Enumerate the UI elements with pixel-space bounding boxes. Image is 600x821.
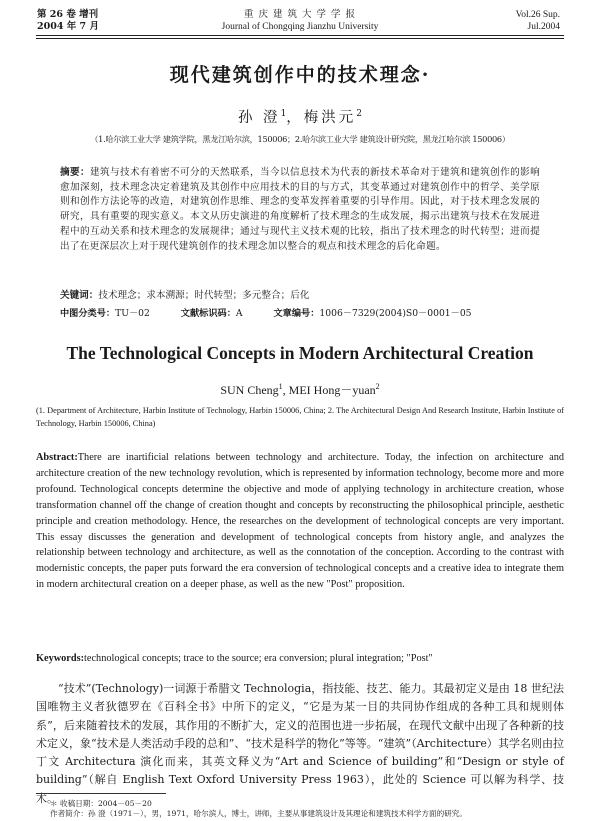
header-journal-cn: 重 庆 建 筑 大 学 学 报: [243, 9, 357, 20]
footnote-received: ＊ 收稿日期：2004－05－20: [50, 799, 152, 808]
header-rule-bottom: [36, 38, 564, 39]
header-journal-en: Journal of Chongqing Jianzhu University: [221, 22, 379, 32]
authors-en: [0, 381, 600, 398]
abstract-en: [36, 450, 564, 593]
author-separator-cn: ，: [286, 110, 304, 126]
abstract-en-text: There are inartificial relations between technology and architecture. Today, the infection on architecture and architecture creation of the new technology revolution, which is represented by information technology, become more and more profound. Technological concepts determine the objective and mode of applying technology in architecture creation, whose transformation channel off the change of creation thought and concepts by reconstructing the philosophical principle, aesthetic principle and creation methodology. Hence, the researches on the development of technological concepts are very important. This essay discusses the generation and development of technological concepts from history angle, and analyzes the relationship between technology and architecture, as well as the connotation of the conception. According to the contrast with modernistic concepts, the paper puts forward the era conversion of technological concepts and a creative idea to integrate them in modern architectural creation on a deeper phase, as well as the new "Post" proposition.: [36, 452, 564, 591]
authors-cn: [0, 106, 600, 127]
header-left: [37, 9, 99, 33]
affiliation-cn: （1.哈尔滨工业大学 建筑学院，黑龙江哈尔滨，150006；2.哈尔滨工业大学 建筑设计研究院，黑龙江哈尔滨 150006）: [90, 134, 510, 144]
header-date-en: Jul.2004: [527, 22, 560, 32]
keywords-cn-label: 关键词：: [60, 290, 99, 301]
keywords-en-text: technological concepts; trace to the source; era conversion; plural integration; "Post": [84, 653, 433, 664]
article-title-cn: 现代建筑创作中的技术理念·: [169, 64, 431, 86]
author-1-en-sup: 1: [278, 382, 283, 391]
clc-value: TU－02: [115, 308, 150, 319]
author-2-en: MEI Hong－yuan: [288, 383, 376, 397]
abstract-cn-label: 摘要：: [60, 167, 91, 178]
article-value: 1006－7329(2004)S0－0001－05: [319, 308, 472, 319]
article-title-en: The Technological Concepts in Modern Architectural Creation: [66, 343, 534, 363]
keywords-cn-text: 技术理念；求本溯源；时代转型；多元整合；后化: [98, 290, 310, 301]
keywords-cn: [60, 287, 540, 301]
author-1-cn: 孙 澄: [237, 110, 281, 126]
article-label: 文章编号：: [273, 308, 320, 319]
doc-value: A: [235, 308, 243, 319]
body-paragraph: “技术”(Technology)一词源于希腊文 Technologia，指技能、技艺、能力。其最初定义是由 18 世纪法国唯物主义者狄德罗在《百科全书》中所下的定义，“它是为某一目的共同协作组成的各种工具和规则体系”，后来随着技术的发展，其作用的不断扩大，定义的范围也进一步拓展，在现代文献中出现了各种新的技术定义，象“技术是人类活动手段的总和”、“技术是科学的物化”等等。“建筑”（Architecture）其学名则由拉丁文 Architectura 演化而来，其英文释义为“Art and Science of building”和“Design or style of building”（解自 English Text Oxford University Press 1963），此处的 Science 可以解为科学、技术。: [36, 682, 564, 805]
author-2-cn: 梅洪元: [303, 110, 357, 126]
abstract-en-label: Abstract:: [36, 452, 78, 463]
clc-number: [60, 308, 150, 319]
footnote-author-info: 作者简介：孙 澄（1971－），男，1971，哈尔滨人，博士，讲师，主要从事建筑设计及其理论和建筑技术科学方面的研究。: [50, 809, 467, 818]
author-2-en-sup: 2: [375, 382, 380, 391]
keywords-en-label: Keywords:: [36, 653, 85, 664]
clc-label: 中图分类号：: [60, 308, 116, 319]
header-center: [190, 9, 410, 33]
document-code: [181, 308, 243, 319]
header-date-cn: 2004 年 7 月: [37, 21, 99, 32]
header-volume-cn: 第 26 卷 增刊: [37, 9, 99, 20]
author-2-cn-sup: 2: [356, 109, 363, 120]
header-rule-top: [36, 35, 564, 36]
author-1-en: SUN Cheng: [220, 383, 279, 397]
keywords-en: [36, 653, 564, 664]
footnote-rule: [36, 793, 166, 794]
header-right: [516, 9, 560, 33]
header-volume-en: Vol.26 Sup.: [515, 10, 560, 20]
classification-line: [60, 305, 540, 319]
article-number: [273, 308, 471, 319]
author-separator-en: ,: [282, 383, 289, 397]
abstract-cn: [60, 166, 540, 254]
author-1-cn-sup: 1: [280, 109, 287, 120]
affiliation-en: (1. Department of Architecture, Harbin Institute of Technology, Harbin 150006, China; 2. The Architectural Design And Research Institute, Harbin Institute of Technology, Harbin 150006, China): [36, 406, 564, 428]
doc-label: 文献标识码：: [180, 308, 236, 319]
abstract-cn-text: 建筑与技术有着密不可分的天然联系，当今以信息技术为代表的新技术革命对于建筑和建筑创作的影响愈加深刻，技术理念决定着建筑及其创作中应用技术的目的与方式，其变革通过对建筑创作中的哲学、美学原则和创作方法论等的改造，对建筑创作思维、理念的变革发挥着重要的引导作用。因此，对于技术理念发展的研究，具有重要的现实意义。本文从历史演进的角度解析了技术理念的生成发展，揭示出建筑与技术在发展进程中的互动关系和技术理念的发展规律；通过与现代主义技术观的比较，指出了技术理念的时代转型；进而提出了在更深层次上对于现代建筑创作的技术理念加以整合的观点和技术理念的后化命题。: [60, 167, 541, 252]
